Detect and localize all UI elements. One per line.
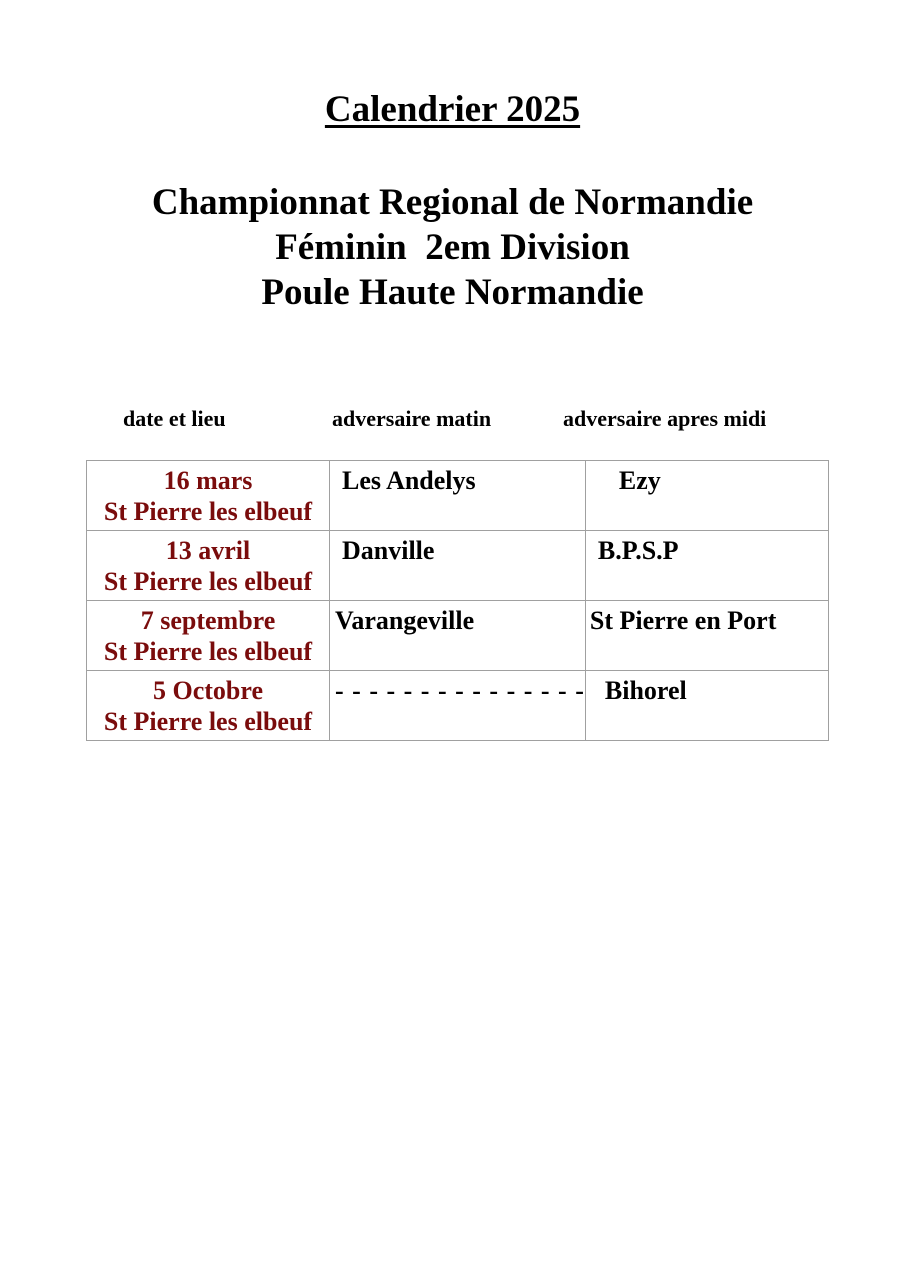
morning-cell: Danville <box>330 531 586 601</box>
header-afternoon: adversaire apres midi <box>563 406 767 431</box>
date: 16 mars <box>163 466 253 495</box>
afternoon-cell: Ezy <box>585 461 828 531</box>
afternoon-cell: St Pierre en Port <box>585 601 828 671</box>
morning-cell: - - - - - - - - - - - - - - - <box>330 671 586 741</box>
place: St Pierre les elbeuf <box>103 707 313 736</box>
table-row <box>87 671 829 741</box>
date-cell <box>87 461 330 531</box>
header-date: date et lieu <box>123 406 226 431</box>
place: St Pierre les elbeuf <box>103 497 313 526</box>
schedule-table <box>86 460 829 741</box>
subtitle-line: Poule Haute Normandie <box>261 272 644 313</box>
date-cell <box>87 531 330 601</box>
afternoon-cell: B.P.S.P <box>585 531 828 601</box>
morning-cell: Les Andelys <box>330 461 586 531</box>
document-title: Calendrier 2025 <box>324 89 581 130</box>
subtitle <box>0 180 905 315</box>
table-row <box>87 601 829 671</box>
date: 7 septembre <box>140 606 276 635</box>
place: St Pierre les elbeuf <box>103 637 313 666</box>
header-morning: adversaire matin <box>332 406 492 431</box>
date-cell <box>87 671 330 741</box>
date-cell <box>87 601 330 671</box>
place: St Pierre les elbeuf <box>103 567 313 596</box>
subtitle-line: Féminin 2em Division <box>275 227 630 268</box>
subtitle-line: Championnat Regional de Normandie <box>151 182 754 223</box>
date: 5 Octobre <box>153 676 263 705</box>
date: 13 avril <box>165 536 251 565</box>
morning-cell: Varangeville <box>330 601 586 671</box>
afternoon-cell: Bihorel <box>585 671 828 741</box>
table-row <box>87 531 829 601</box>
table-row <box>87 461 829 531</box>
